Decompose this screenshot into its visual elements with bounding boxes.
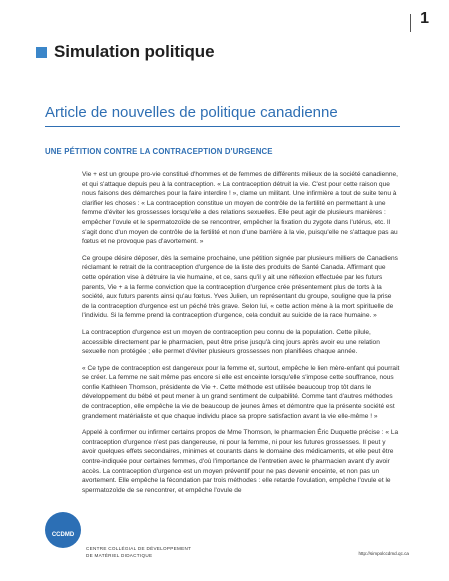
article-title: Article de nouvelles de politique canadienne: [45, 104, 338, 121]
paragraph: Appelé à confirmer ou infirmer certains propos de Mme Thomson, le pharmacien Éric Duquette précise : « La contraception d'urgence n'est pas dangereuse, ni pour la femme, ni pour les futures grossesses. Il peut y avoir quelques effets secondaires, minimes et courants dans le domaine des médicaments, et elle peut être contre-indiquée pour certaines femmes, d'où l'importance de l'entretien avec le pharmacien avant d'y avoir accès. La contraception d'urgence est un moyen préventif pour ne pas devenir enceinte, et non pas un avortement. Elle empêche la fécondation par trois méthodes : elle retarde l'ovulation, empêche l'ovule et le spermatozoïde de se rencontrer, et empêche l'ovule de: [82, 429, 399, 494]
chapter-header: [36, 42, 214, 62]
chapter-marker-square: [36, 47, 47, 58]
page-number-divider: [410, 14, 411, 32]
chapter-title: Simulation politique: [54, 42, 215, 61]
paragraph: « Ce type de contraception est dangereux pour la femme et, surtout, empêche le lien mère-enfant qui pourrait se créer. La femme ne sait même pas encore si elle est enceinte lorsqu'elle s'impose cette souffrance, nous confie Kathleen Thomson, présidente de Vie +. Cette méthode est utilisée beaucoup trop tôt dans le développement du bébé et peut mener à un grand sentiment de culpabilité. Comme tant d'autres méthodes de contraception, elle empêche la vie de beaucoup de jeunes âmes et démontre que la présente société est grandement matérialiste et que chaque individu place sa propre satisfaction avant la vie elle-même ! »: [82, 364, 400, 420]
logo-text: CCDMD: [51, 532, 75, 538]
page-number: 1: [420, 10, 429, 27]
section-heading: UNE PÉTITION CONTRE LA CONTRACEPTION D'URGENCE: [45, 147, 273, 156]
paragraph: La contraception d'urgence est un moyen de contraception peu connu de la population. Cette pilule, accessible directement par le pharmacien, peut être prise jusqu'à cinq jours après avoir eu une relation sexuelle non protégée ; elle permet d'éviter plusieurs grossesses non planifiées chaque année.: [82, 328, 380, 356]
footer-org-line: DE MATÉRIEL DIDACTIQUE: [86, 553, 153, 558]
footer-url-link[interactable]: http://simpolccdmd.qc.ca: [358, 551, 409, 556]
paragraph: Vie + est un groupe pro-vie constitué d'hommes et de femmes de différents milieux de la société canadienne, et qui s'attaque depuis peu à la contraception. « La contraception détruit la vie. C'est pour cette raison que nous faisons des démarches pour la faire interdire ! », clame un militant. Une infirmière a tout de suite tenu à clarifier les choses : « La contraception constitue un moyen de contrôle de la fertilité en permettant à une femme d'éviter les grossesses lorsqu'elle a des relations sexuelles. Elle peut agir de plusieurs manières : empêcher l'ovule et le spermatozoïde de se rencontrer, empêcher la fixation du zygote dans l'utérus, etc. Il s'agit donc d'un moyen de contrôle de la fertilité et non d'une barrière à la vie, puisqu'elle ne s'attaque pas au fœtus et ne provoque pas d'avortement. »: [82, 171, 398, 246]
ccdmd-logo: [45, 512, 81, 548]
article-body: [82, 170, 400, 502]
footer-organization: [86, 545, 191, 559]
article-title-rule: [45, 126, 400, 127]
paragraph: Ce groupe désire déposer, dès la semaine prochaine, une pétition signée par plusieurs milliers de Canadiens réclamant le retrait de la contraception d'urgence de la liste des produits de Santé Canada. Affirmant que cette opération vise à détruire la vie humaine, et ce, sans qu'il y ait une réflexion effectuée par les futurs parents, Vie + a la ferme conviction que la contraception d'urgence crée présentement plus de torts à la société, aux futurs parents ainsi qu'au fœtus. Yves Julien, un représentant du groupe, souligne que la prise de la contraception d'urgence est un péché très grave. Selon lui, « cette action mène à la mort spirituelle de l'individu. Si la femme prend la contraception d'urgence, cela conduit au suicide de la race humaine. »: [82, 254, 398, 320]
footer-org-line: CENTRE COLLÉGIAL DE DÉVELOPPEMENT: [86, 546, 192, 551]
